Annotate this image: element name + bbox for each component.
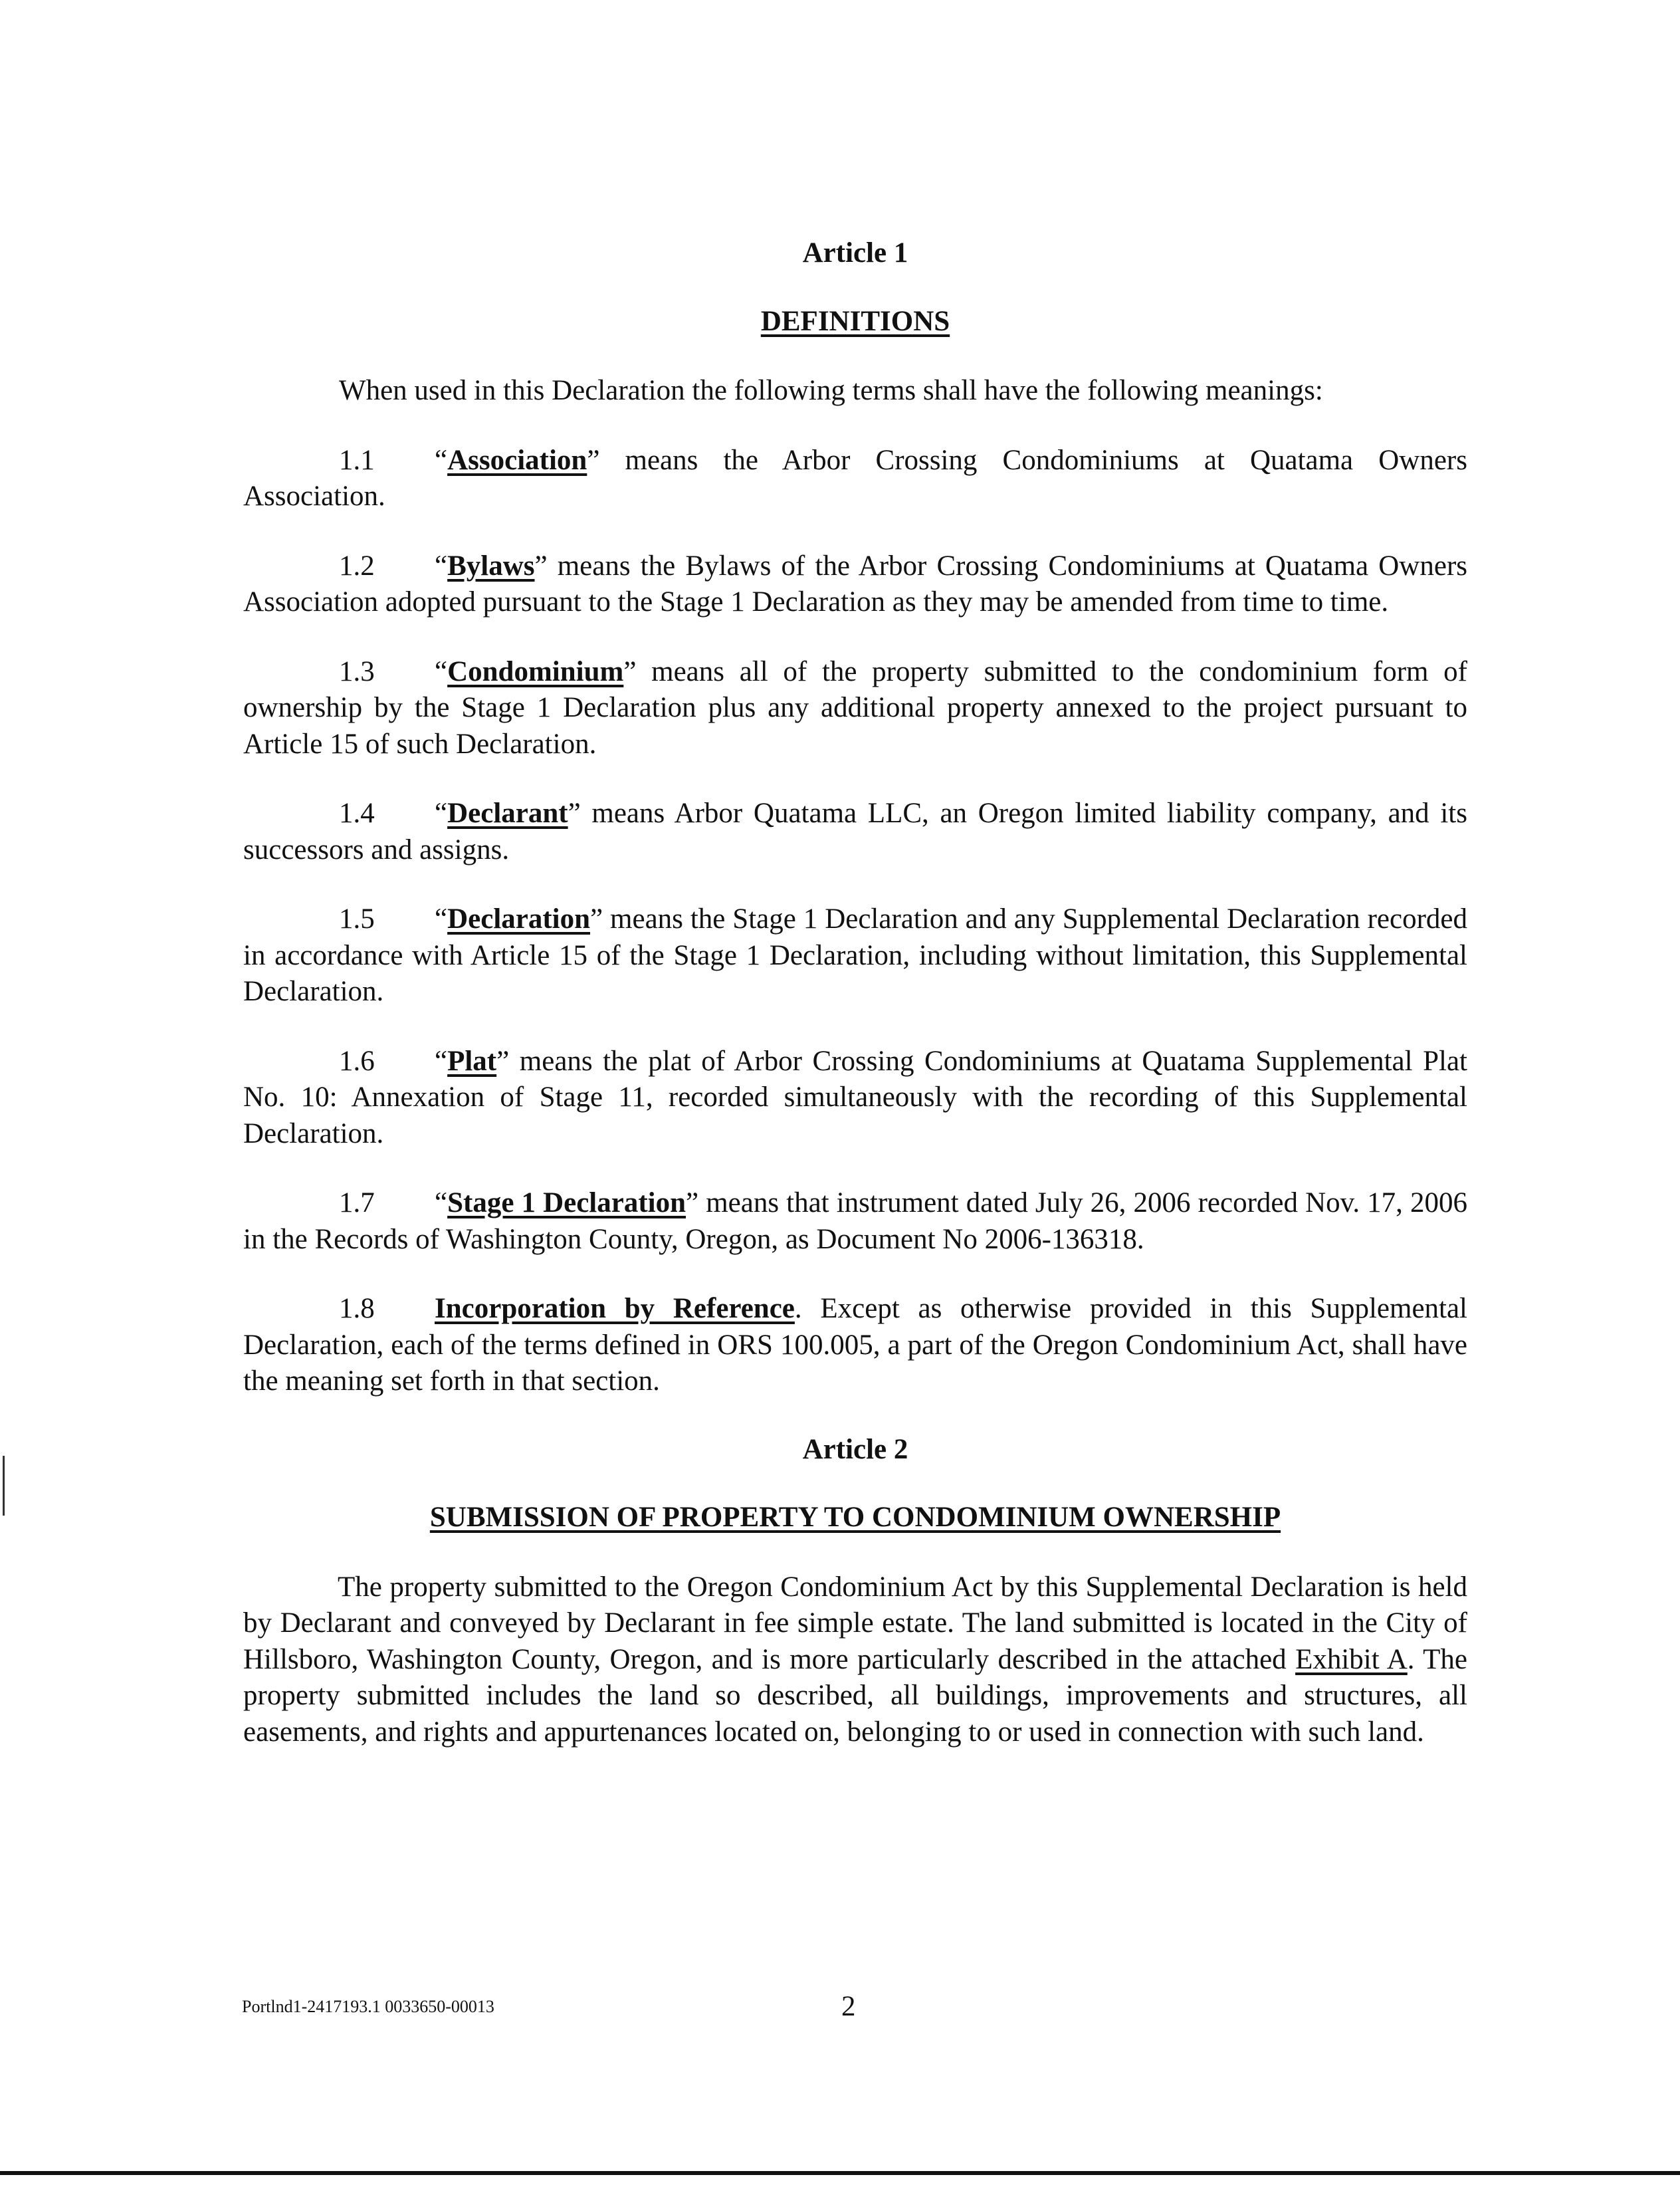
- definitions-intro: When used in this Declaration the following terms shall have the following meanings:: [339, 375, 1323, 406]
- scan-border-bottom: [0, 2171, 1680, 2175]
- definition-number: 1.1: [339, 444, 375, 476]
- definition-1-3: 1.3 “Condominium” means all of the property submitted to the condominium form of ownership by the Stage 1 Declaration plus any additional property annexed to the project pursuant to Article 15 of such Declaration.: [243, 654, 1467, 763]
- article-1-heading: DEFINITIONS: [760, 305, 950, 337]
- definition-1-6: 1.6 “Plat” means the plat of Arbor Crossing Condominiums at Quatama Supplemental Plat No. 10: Annexation of Stage 11, recorded simultaneously with the recording of this Supplemental Declaration.: [243, 1044, 1467, 1153]
- definition-number: 1.8: [339, 1293, 375, 1324]
- defined-term: Condominium: [447, 655, 624, 687]
- definition-text: means the Bylaws of the Arbor Crossing Condominiums at Quatama Owners Association adopted pursuant to the Stage 1 Declaration as they may be amended from time to time.: [243, 550, 1467, 618]
- page-number: 2: [841, 1991, 856, 2022]
- defined-term: Association: [447, 444, 587, 476]
- article-2-heading: SUBMISSION OF PROPERTY TO CONDOMINIUM OWNERSHIP: [429, 1502, 1281, 1533]
- article-1-title: Article 1: [802, 237, 908, 269]
- definition-text: means the Arbor Crossing Condominiums at Quatama Owners Association.: [243, 444, 1467, 512]
- footer-document-code: Portlnd1-2417193.1 0033650-00013: [242, 1997, 494, 2016]
- scan-mark-left: [3, 1456, 5, 1516]
- article-2-title: Article 2: [802, 1433, 908, 1465]
- definition-number: 1.5: [339, 903, 375, 935]
- defined-term: Declarant: [447, 798, 568, 829]
- document-body: [243, 235, 1467, 1750]
- definition-number: 1.7: [339, 1187, 375, 1218]
- definition-1-7: 1.7 “Stage 1 Declaration” means that instrument dated July 26, 2006 recorded Nov. 17, 2006 in the Records of Washington County, Oregon, as Document No 2006-136318.: [243, 1185, 1467, 1258]
- defined-term: Incorporation by Reference: [435, 1293, 795, 1324]
- definition-number: 1.3: [339, 655, 375, 687]
- definition-1-4: 1.4 “Declarant” means Arbor Quatama LLC, an Oregon limited liability company, and its successors and assigns.: [243, 796, 1467, 868]
- exhibit-a-reference: Exhibit A: [1295, 1643, 1408, 1675]
- definition-text: means all of the property submitted to the condominium form of ownership by the Stage 1 Declaration plus any additional property annexed to the project pursuant to Article 15 of such Declaration.: [243, 655, 1467, 760]
- definition-text: means the Stage 1 Declaration and any Supplemental Declaration recorded in accordance with Article 15 of the Stage 1 Declaration, including without limitation, this Supplemental Declaration.: [243, 903, 1467, 1007]
- definition-number: 1.4: [339, 798, 375, 829]
- defined-term: Plat: [447, 1045, 497, 1077]
- definition-1-1: 1.1 “Association” means the Arbor Crossing Condominiums at Quatama Owners Association.: [243, 443, 1467, 515]
- article-2-body: The property submitted to the Oregon Condominium Act by this Supplemental Declaration is held by Declarant and conveyed by Declarant in fee simple estate. The land submitted is located in the City of Hillsboro, Washington County, Oregon, and is more particularly described in the attached Exhibit A. The property submitted includes the land so described, all buildings, improvements and structures, all easements, and rights and appurtenances located on, belonging to or used in connection with such land.: [243, 1571, 1468, 1748]
- defined-term: Bylaws: [447, 550, 535, 582]
- definition-text: means Arbor Quatama LLC, an Oregon limited liability company, and its successors and assigns.: [243, 798, 1467, 865]
- definition-text: . Except as otherwise provided in this Supplemental Declaration, each of the terms defined in ORS 100.005, a part of the Oregon Condominium Act, shall have the meaning set forth in that section.: [243, 1293, 1468, 1397]
- definition-1-8: [243, 1291, 1467, 1400]
- defined-term: Declaration: [447, 903, 591, 935]
- definition-1-5: 1.5 “Declaration” means the Stage 1 Declaration and any Supplemental Declaration recorded in accordance with Article 15 of the Stage 1 Declaration, including without limitation, this Supplemental Declaration.: [243, 901, 1467, 1010]
- definition-1-2: 1.2 “Bylaws” means the Bylaws of the Arbor Crossing Condominiums at Quatama Owners Association adopted pursuant to the Stage 1 Declaration as they may be amended from time to time.: [243, 548, 1467, 621]
- definitions-list: [243, 409, 1467, 1400]
- definition-text: means the plat of Arbor Crossing Condominiums at Quatama Supplemental Plat No. 10: Annexation of Stage 11, recorded simultaneously with the recording of this Supplemental Declaration.: [243, 1045, 1467, 1149]
- defined-term: Stage 1 Declaration: [447, 1187, 686, 1218]
- definition-number: 1.2: [339, 550, 375, 582]
- definition-number: 1.6: [339, 1045, 375, 1077]
- definition-text: means that instrument dated July 26, 2006 recorded Nov. 17, 2006 in the Records of Washington County, Oregon, as Document No 2006-136318.: [243, 1187, 1467, 1255]
